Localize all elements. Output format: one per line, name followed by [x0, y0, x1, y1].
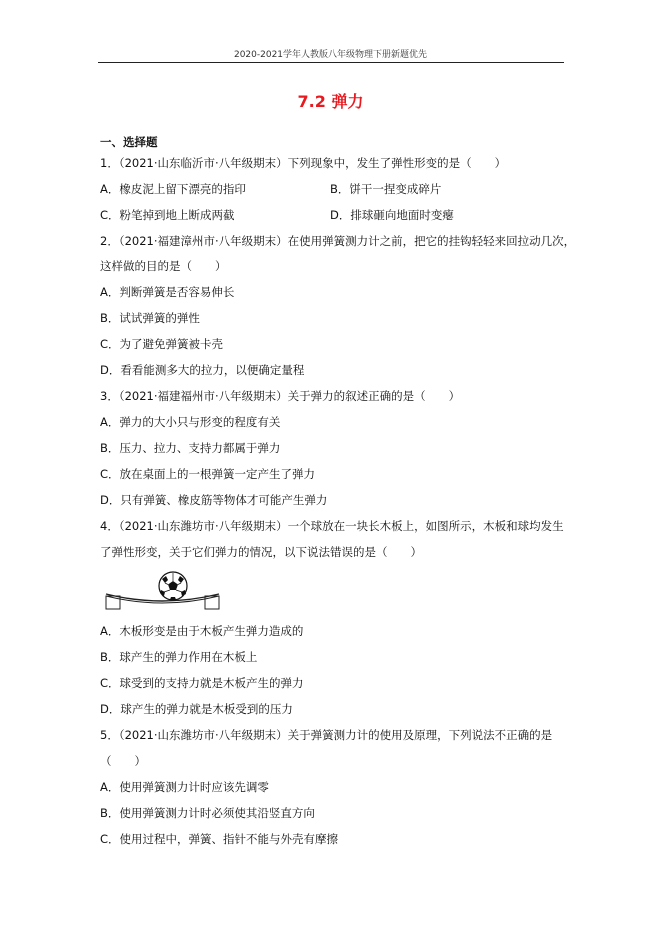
question-3-option-d: D．只有弹簧、橡皮筋等物体才可能产生弹力	[100, 493, 328, 507]
header-rule	[98, 62, 564, 63]
question-3-option-a: A．弹力的大小只与形变的程度有关	[100, 415, 281, 429]
section-heading: 一、选择题	[100, 135, 158, 149]
question-4-stem: 4．（2021·山东潍坊市·八年级期末）一个球放在一块长木板上，如图所示，木板和球均发生	[100, 519, 564, 533]
question-1-option-b: B．饼干一捏变成碎片	[330, 182, 442, 196]
question-2-option-a: A．判断弹簧是否容易伸长	[100, 285, 235, 299]
question-2-option-b: B．试试弹簧的弹性	[100, 311, 200, 325]
question-2-option-d: D．看看能测多大的拉力，以便确定量程	[100, 363, 305, 377]
soccer-ball-icon	[159, 572, 187, 600]
question-1-option-c: C．粉笔掉到地上断成两截	[100, 208, 235, 222]
document-title: 7.2 弹力	[297, 92, 364, 111]
question-3-option-c: C．放在桌面上的一根弹簧一定产生了弹力	[100, 467, 316, 481]
question-2-option-c: C．为了避免弹簧被卡壳	[100, 337, 224, 351]
question-1-option-a: A．橡皮泥上留下漂亮的指印	[100, 182, 246, 196]
question-4-option-b: B．球产生的弹力作用在木板上	[100, 650, 258, 664]
question-3-stem: 3．（2021·福建福州市·八年级期末）关于弹力的叙述正确的是（ ）	[100, 389, 461, 403]
question-4-option-d: D．球产生的弹力就是木板受到的压力	[100, 702, 293, 716]
question-4-option-a: A．木板形变是由于木板产生弹力造成的	[100, 624, 304, 638]
ball-on-board-figure	[100, 570, 225, 614]
question-4-stem-cont: 了弹性形变，关于它们弹力的情况，以下说法错误的是（ ）	[100, 545, 422, 559]
question-2-stem-cont: 这样做的目的是（ ）	[100, 259, 227, 273]
question-5-option-a: A．使用弹簧测力计时应该先调零	[100, 780, 269, 794]
question-5-option-b: B．使用弹簧测力计时必须使其沿竖直方向	[100, 806, 315, 820]
question-5-stem-cont: （ ）	[100, 754, 146, 768]
question-1-stem: 1．（2021·山东临沂市·八年级期末）下列现象中，发生了弹性形变的是（ ）	[100, 156, 507, 170]
page-header: 2020-2021学年人教版八年级物理下册新题优先	[233, 50, 428, 60]
question-3-option-b: B．压力、拉力、支持力都属于弹力	[100, 441, 281, 455]
question-2-stem: 2．（2021·福建漳州市·八年级期末）在使用弹簧测力计之前，把它的挂钩轻轻来回拉动几次，	[100, 234, 576, 248]
question-1-option-d: D．排球砸向地面时变瘪	[330, 208, 454, 222]
question-5-stem: 5．（2021·山东潍坊市·八年级期末）关于弹簧测力计的使用及原理，下列说法不正确的是	[100, 728, 553, 742]
question-5-option-c: C．使用过程中，弹簧、指针不能与外壳有摩擦	[100, 832, 339, 846]
question-4-option-c: C．球受到的支持力就是木板产生的弹力	[100, 676, 304, 690]
